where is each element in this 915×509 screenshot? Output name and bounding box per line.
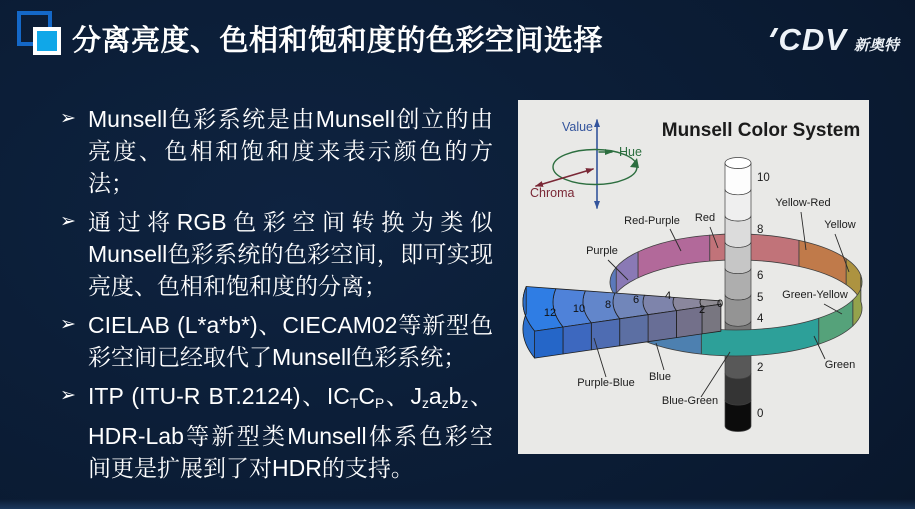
ring-label-green: Green <box>824 359 856 371</box>
chroma-tick-4: 4 <box>664 290 672 302</box>
value-tick-2: 2 <box>757 362 764 374</box>
figure-title: Munsell Color System <box>661 120 861 141</box>
value-scale-numbers <box>757 172 770 420</box>
page-title: 分离亮度、色相和饱和度的色彩空间选择 <box>72 25 604 57</box>
ring-label-purple: Purple <box>586 245 618 257</box>
value-tick-0: 0 <box>757 408 764 420</box>
ring-label-yellow-red: Yellow-Red <box>775 197 831 209</box>
ring-segment-yellow-red <box>799 240 846 284</box>
bullet-arrow-icon: ➢ <box>60 108 76 129</box>
value-tick-10: 10 <box>757 172 770 184</box>
value-tick-8: 8 <box>757 224 764 236</box>
wedge-front-cell-8 <box>591 319 619 350</box>
bullet-arrow-icon: ➢ <box>60 314 76 335</box>
ring-segment-red-purple <box>638 235 710 278</box>
chroma-tick-2: 2 <box>698 304 706 316</box>
wedge-front-cell-12 <box>535 327 563 358</box>
ring-segment-purple <box>616 252 638 293</box>
chroma-tick-6: 6 <box>632 294 640 306</box>
chroma-tick-8: 8 <box>604 299 612 311</box>
value-tick-5: 5 <box>757 292 764 304</box>
wedge-front-cell-6 <box>620 315 648 346</box>
chroma-tick-0: 0 <box>716 298 724 310</box>
ring-label-red-purple: Red-Purple <box>624 215 680 227</box>
value-tick-4: 4 <box>757 313 764 325</box>
ring-label-blue: Blue <box>648 371 672 383</box>
hue-axis-label: Hue <box>619 145 642 159</box>
bullet-text-3: CIELAB (L*a*b*)、CIECAM02等新型色彩空间已经取代了Munsell色彩系统； <box>88 312 493 370</box>
ring-label-yellow: Yellow <box>824 219 856 231</box>
bullet-arrow-icon: ➢ <box>60 211 76 232</box>
logo-brand-text: CDV <box>778 22 847 57</box>
ring-label-blue-green: Blue-Green <box>661 395 719 407</box>
chroma-tick-10: 10 <box>572 303 586 315</box>
value-axis-label: Value <box>561 120 593 134</box>
cdv-logo <box>772 22 899 58</box>
wedge-front-cell-4 <box>648 311 676 342</box>
ring-label-green-yellow: Green-Yellow <box>782 289 848 301</box>
list-item <box>60 103 496 199</box>
chroma-tick-12: 12 <box>543 307 557 319</box>
square-filled-icon <box>33 27 61 55</box>
hue-rotation-arrowhead-icon <box>630 158 639 168</box>
wedge-top-cell-6 <box>613 293 648 319</box>
ring-label-red: Red <box>694 212 716 224</box>
bottom-edge-glow <box>0 499 915 509</box>
value-cylinder <box>725 158 751 432</box>
value-tick-6: 6 <box>757 270 764 282</box>
list-item <box>60 380 496 484</box>
bullet-list <box>60 103 496 491</box>
cylinder-top-cap <box>725 158 751 169</box>
logo-sub-text: 新奥特 <box>853 37 899 54</box>
bullet-text-1: Munsell色彩系统是由Munsell创立的由亮度、色相和饱和度来表示颜色的方法； <box>88 106 493 196</box>
bullet-text-4: ITP (ITU-R BT.2124)、$IC_TC_P$、$J_za_zb_z$、HDR-Lab等新型类Munsell体系色彩空间更是扩展到了对HDR的支持。 <box>88 383 494 481</box>
wedge-front-cell-10 <box>563 323 591 354</box>
ring-segment-green <box>819 300 853 344</box>
logo-tick-icon <box>769 28 778 37</box>
chroma-axis-label: Chroma <box>530 186 575 200</box>
list-item <box>60 206 496 302</box>
axes-widget <box>530 120 642 208</box>
munsell-figure-panel <box>518 100 869 454</box>
ring-segment-red <box>710 234 799 266</box>
ring-label-purple-blue: Purple-Blue <box>577 377 635 389</box>
bullet-text-2: 通过将RGB色彩空间转换为类似Munsell色彩系统的色彩空间，即可实现亮度、色相和饱和度的分离； <box>88 209 493 299</box>
list-item <box>60 309 496 373</box>
munsell-diagram <box>518 100 869 454</box>
bullet-arrow-icon: ➢ <box>60 385 76 406</box>
slide-title-icon <box>17 11 63 59</box>
